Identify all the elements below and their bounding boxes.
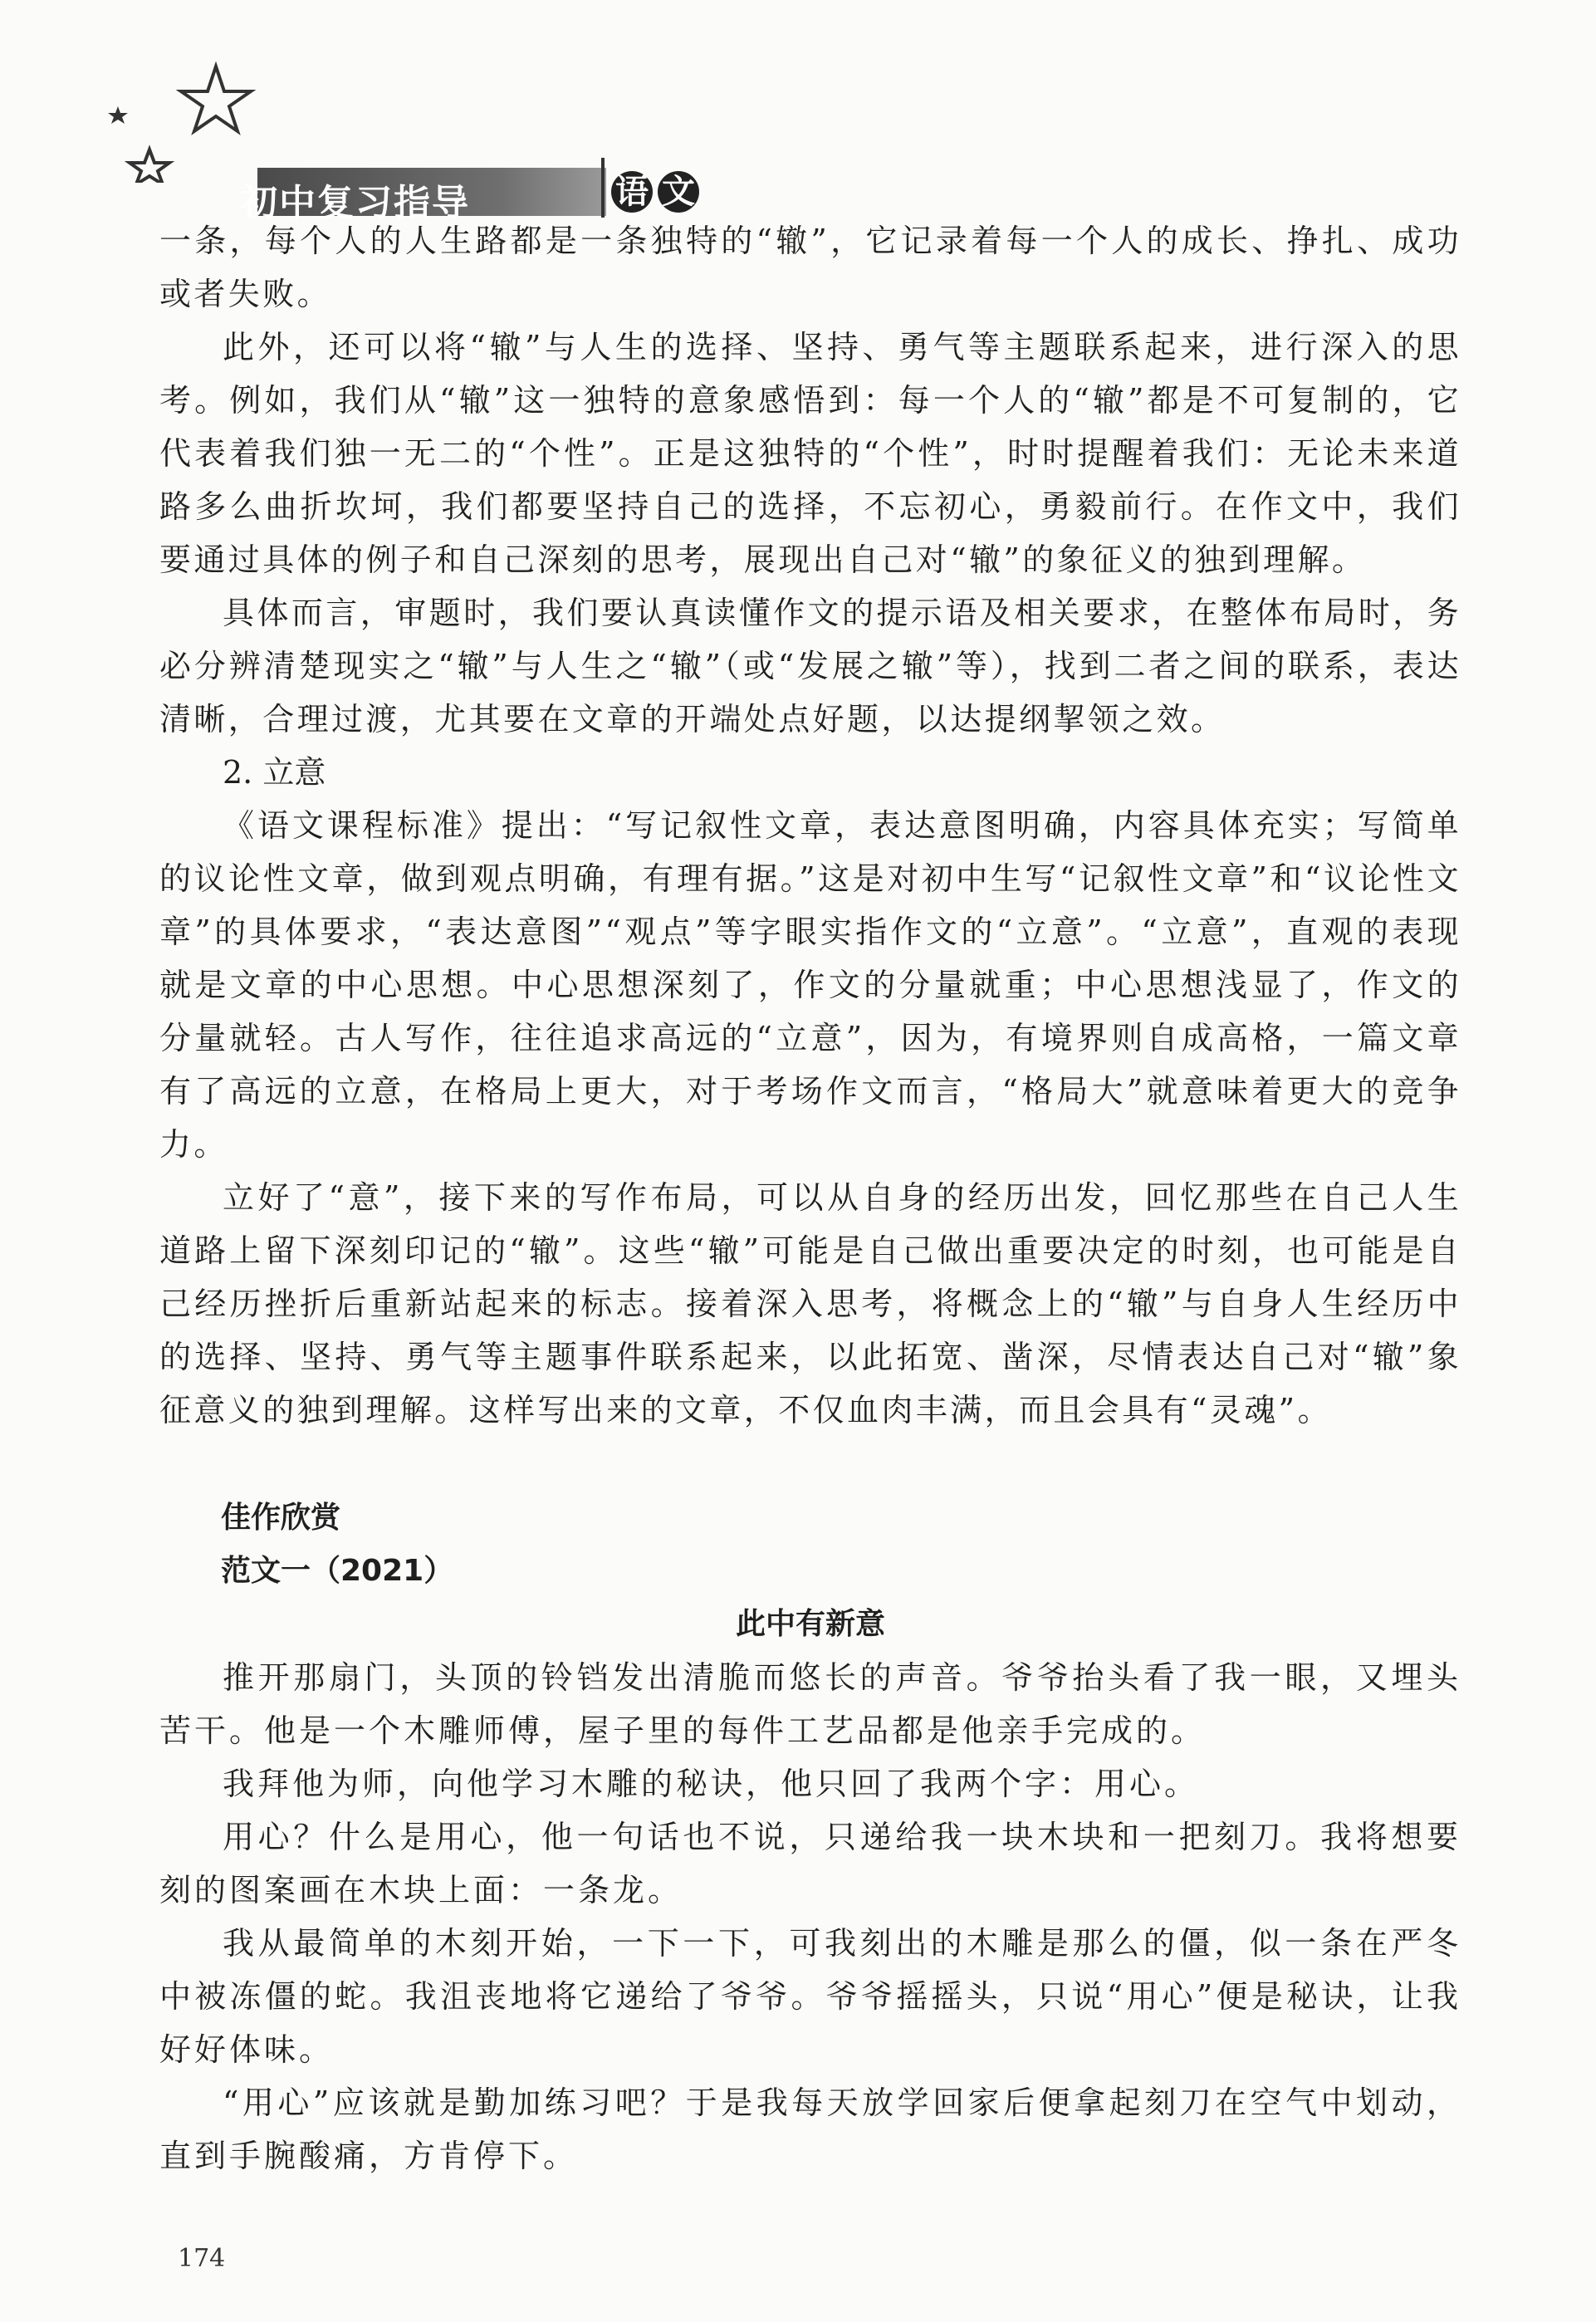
subject-char: 语 <box>611 171 653 213</box>
book-title: 初中复习指导 <box>241 182 470 224</box>
essay-paragraph: 我从最简单的木刻开始，一下一下，可我刻出的木雕是那么的僵，似一条在严冬中被冻僵的蛇。我沮丧地将它递给了爷爷。爷爷摇摇头，只说“用心”便是秘诀，让我好好体味。 <box>159 1925 1461 2068</box>
paragraph: 一条，每个人的人生路都是一条独特的“辙”，它记录着每一个人的成长、挣扎、成功或者失败。 <box>159 223 1461 312</box>
essay-paragraph: “用心”应该就是勤加练习吧？于是我每天放学回家后便拿起刻刀在空气中划动，直到手腕酸痛，方肯停下。 <box>159 2084 1461 2174</box>
essay-title: 此中有新意 <box>735 1607 885 1641</box>
spacer <box>159 1437 1461 1492</box>
essay-paragraph: 我拜他为师，向他学习木雕的秘诀，他只回了我两个字：用心。 <box>223 1766 1200 1802</box>
appreciation-heading: 佳作欣赏 <box>221 1501 341 1535</box>
stars-icon <box>100 58 282 183</box>
main-content <box>159 214 1461 2182</box>
section-heading: 2. 立意 <box>223 754 326 791</box>
essay-paragraph: 用心？什么是用心，他一句话也不说，只递给我一块木块和一把刻刀。我将想要刻的图案画在木块上面：一条龙。 <box>159 1819 1461 1908</box>
essay-body <box>159 1651 1461 2182</box>
paragraph: 具体而言，审题时，我们要认真读懂作文的提示语及相关要求，在整体布局时，务必分辨清楚现实之“辙”与人生之“辙”（或“发展之辙”等），找到二者之间的联系，表达清晰，合理过渡，尤其要在文章的开端处点好题，以达提纲挈领之效。 <box>159 595 1461 737</box>
subject-char: 文 <box>658 171 699 213</box>
header-divider <box>601 158 605 218</box>
paragraph: 《语文课程标准》提出：“写记叙性文章，表达意图明确，内容具体充实；写简单的议论性文章，做到观点明确，有理有据。”这是对初中生写“记叙性文章”和“议论性文章”的具体要求，“表达意图”“观点”等字眼实指作文的“立意”。“立意”，直观的表现就是文章的中心思想。中心思想深刻了，作文的分量就重；中心思想浅显了，作文的分量就轻。古人写作，往往追求高远的“立意”，因为，有境界则自成高格，一篇文章有了高远的立意，在格局上更大，对于考场作文而言，“格局大”就意味着更大的竞争力。 <box>159 807 1461 1163</box>
paragraph: 立好了“意”，接下来的写作布局，可以从自身的经历出发，回忆那些在自己人生道路上留下深刻印记的“辙”。这些“辙”可能是自己做出重要决定的时刻，也可能是自己经历挫折后重新站起来的标志。接着深入思考，将概念上的“辙”与自身人生经历中的选择、坚持、勇气等主题事件联系起来，以此拓宽、凿深，尽情表达自己对“辙”象征意义的独到理解。这样写出来的文章，不仅血肉丰满，而且会具有“灵魂”。 <box>159 1179 1461 1428</box>
page-number: 174 <box>178 2244 226 2273</box>
paragraph: 此外，还可以将“辙”与人生的选择、坚持、勇气等主题联系起来，进行深入的思考。例如，我们从“辙”这一独特的意象感悟到：每一个人的“辙”都是不可复制的，它代表着我们独一无二的“个性”。正是这独特的“个性”，时时提醒着我们：无论未来道路多么曲折坎坷，我们都要坚持自己的选择，不忘初心，勇毅前行。在作文中，我们要通过具体的例子和自己深刻的思考，展现出自己对“辙”的象征义的独到理解。 <box>159 329 1461 578</box>
subject-badge <box>611 171 704 213</box>
page-header <box>100 58 695 224</box>
essay-paragraph: 推开那扇门，头顶的铃铛发出清脆而悠长的声音。爷爷抬头看了我一眼，又埋头苦干。他是一个木雕师傅，屋子里的每件工艺品都是他亲手完成的。 <box>159 1659 1461 1749</box>
sample-label: 范文一（2021） <box>221 1554 454 1588</box>
